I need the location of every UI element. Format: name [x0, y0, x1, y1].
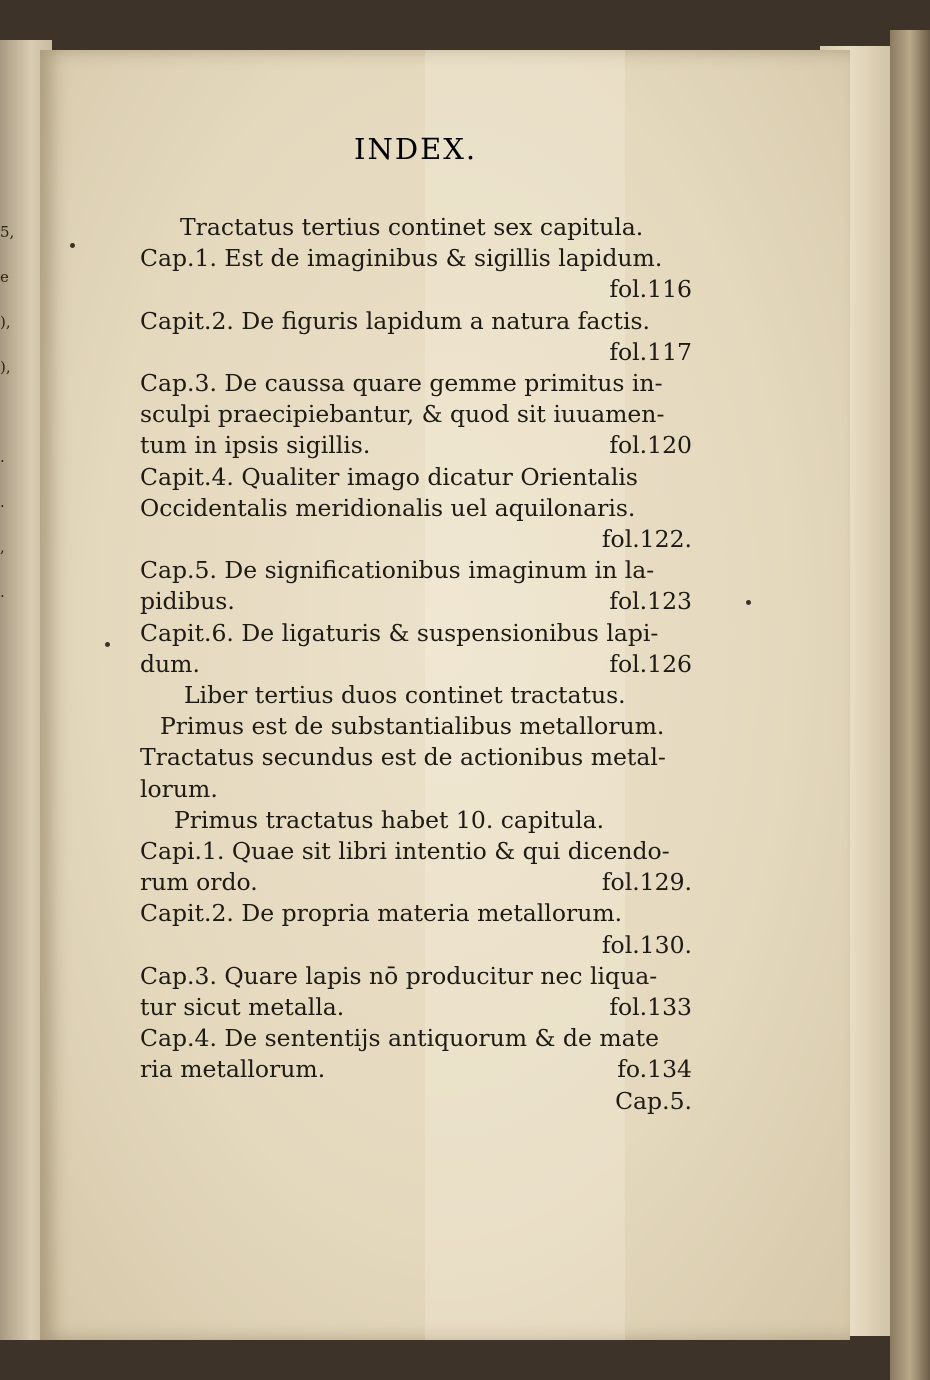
- index-line-text: fol.116: [609, 275, 692, 304]
- index-line: [140, 307, 692, 341]
- index-line: [140, 587, 692, 621]
- index-line: [140, 837, 692, 871]
- index-line: [140, 712, 692, 746]
- margin-mark: ),: [0, 313, 11, 331]
- index-line: [140, 213, 692, 247]
- index-line-text: Cap.3. De caussa quare gemme primitus in-: [140, 369, 663, 397]
- index-line-text: Primus est de substantialibus metallorum.: [160, 712, 665, 741]
- index-line-text: Cap.1. Est de imaginibus & sigillis lapidum.: [140, 244, 663, 273]
- index-line-text: tum in ipsis sigillis.: [140, 431, 371, 460]
- index-line-text: Capit.2. De propria materia metallorum.: [140, 899, 623, 928]
- index-line-text: Cap.5.: [615, 1086, 692, 1115]
- index-line-text: Capit.6. De ligaturis & suspensionibus lapi-: [140, 618, 659, 647]
- margin-mark: ,: [0, 538, 5, 556]
- folio-reference: fol.126: [609, 649, 692, 678]
- folio-reference: fol.120: [609, 431, 692, 460]
- index-line-text: sculpi praecipiebantur, & quod sit iuuamen-: [140, 400, 665, 429]
- index-line: [140, 369, 692, 403]
- index-line-text: Tractatus secundus est de actionibus metal-: [140, 743, 666, 772]
- ink-speck: [746, 600, 751, 605]
- left-margin-marks: [0, 210, 14, 615]
- index-line: [140, 1024, 692, 1058]
- index-line: [140, 931, 692, 965]
- folio-reference: fol.123: [609, 587, 692, 616]
- index-line: [140, 681, 692, 715]
- index-line: [140, 775, 692, 809]
- margin-mark: .: [0, 448, 5, 466]
- index-line: [140, 962, 692, 996]
- margin-mark: ),: [0, 358, 11, 376]
- index-line: [140, 619, 692, 653]
- index-line: [140, 338, 692, 372]
- index-line-text: Liber tertius duos continet tractatus.: [184, 681, 626, 709]
- index-line-text: fol.130.: [601, 930, 692, 959]
- page-heading: INDEX.: [354, 132, 478, 166]
- index-line: [140, 993, 692, 1027]
- index-line: [140, 899, 692, 933]
- index-line-text: Cap.3. Quare lapis nō producitur nec liqua-: [140, 961, 658, 990]
- index-line-text: Cap.4. De sententijs antiquorum & de mate: [140, 1024, 659, 1053]
- index-line-text: Capi.1. Quae sit libri intentio & qui dicendo-: [140, 837, 670, 865]
- index-line: [140, 431, 692, 465]
- index-line-text: Cap.5. De significationibus imaginum in la-: [140, 556, 655, 585]
- margin-mark: [0, 390, 14, 435]
- folio-reference: fo.134: [617, 1055, 692, 1084]
- index-line-text: Primus tractatus habet 10. capitula.: [174, 805, 605, 834]
- margin-mark: 5,: [0, 223, 15, 241]
- index-line-text: fol.117: [609, 337, 692, 366]
- index-line-text: tur sicut metalla.: [140, 993, 345, 1021]
- margin-mark: .: [0, 493, 5, 511]
- index-line: [140, 650, 692, 684]
- index-line: [140, 868, 692, 902]
- margin-mark: e: [0, 268, 9, 286]
- index-line-text: ria metallorum.: [140, 1055, 326, 1084]
- ink-speck: [70, 243, 75, 248]
- index-line: [140, 244, 692, 278]
- index-line-text: rum ordo.: [140, 868, 258, 897]
- index-line: [140, 1087, 692, 1121]
- index-line-text: Capit.2. De figuris lapidum a natura factis.: [140, 306, 651, 335]
- index-line: [140, 743, 692, 777]
- index-line: [140, 556, 692, 590]
- index-line: [140, 525, 692, 559]
- ink-speck: [105, 642, 110, 647]
- index-line: [140, 275, 692, 309]
- folio-reference: fol.129.: [601, 868, 692, 897]
- index-line-text: dum.: [140, 649, 200, 678]
- index-line-text: lorum.: [140, 774, 218, 803]
- book-cover-edge: [890, 30, 930, 1380]
- folio-reference: fol.133: [609, 993, 692, 1021]
- index-line-text: fol.122.: [601, 525, 692, 553]
- index-line: [140, 806, 692, 840]
- index-line: [140, 463, 692, 497]
- index-line-text: Occidentalis meridionalis uel aquilonaris.: [140, 493, 636, 522]
- index-page: [40, 50, 850, 1340]
- index-line-text: Tractatus tertius continet sex capitula.: [180, 213, 644, 241]
- index-line: [140, 400, 692, 434]
- index-line: [140, 1055, 692, 1089]
- index-line-text: Capit.4. Qualiter imago dicatur Orientalis: [140, 462, 638, 491]
- margin-mark: .: [0, 583, 5, 601]
- index-line: [140, 494, 692, 528]
- index-line-text: pidibus.: [140, 587, 235, 616]
